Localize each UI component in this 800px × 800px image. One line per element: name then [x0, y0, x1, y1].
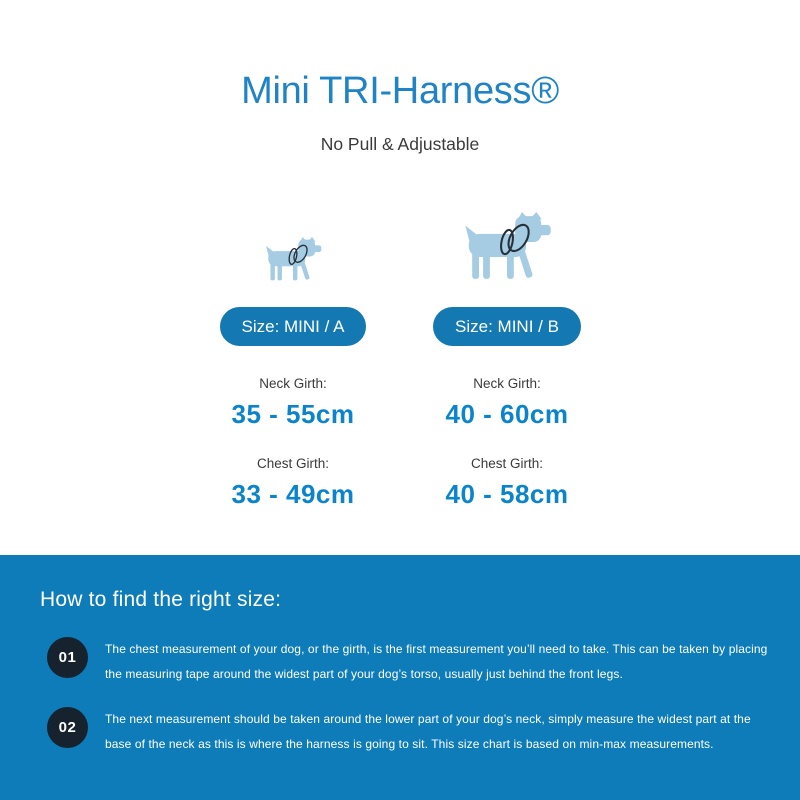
sizing-guide-section [0, 555, 800, 800]
page-title: Mini TRI-Harness® [241, 70, 559, 112]
neck-girth-label-b: Neck Girth: [473, 376, 541, 391]
size-column-mini-b [400, 211, 614, 510]
header [0, 0, 800, 155]
neck-girth-value-a: 35 - 55cm [231, 399, 355, 429]
dog-illustration-small-wrap [262, 211, 324, 283]
chest-girth-value-a: 33 - 49cm [231, 479, 355, 509]
chest-girth-label-a: Chest Girth: [256, 456, 330, 471]
dog-harness-icon-small [262, 237, 324, 283]
size-badge-mini-b: Size: MINI / B [433, 307, 581, 346]
chest-girth-value-b: 40 - 58cm [445, 479, 569, 509]
neck-girth-label-a: Neck Girth: [259, 376, 327, 391]
guide-heading: How to find the right size: [40, 588, 282, 611]
page-subtitle: No Pull & Adjustable [320, 134, 480, 154]
step-2-number-badge: 02 [47, 707, 88, 748]
step-1-number-badge: 01 [47, 637, 88, 678]
guide-step-1 [40, 637, 780, 687]
guide-step-2 [40, 707, 780, 757]
size-badge-mini-a: Size: MINI / A [220, 307, 367, 346]
step-1-text: The chest measurement of your dog, or the girth, is the first measurement you’ll need to take. This can be taken by placing the measuring tape around the widest part of your dog’s torso, usually just behind the front legs. [105, 642, 768, 681]
neck-girth-value-b: 40 - 60cm [445, 399, 569, 429]
chest-girth-label-b: Chest Girth: [470, 456, 544, 471]
step-2-text: The next measurement should be taken around the lower part of your dog’s neck, simply measure the widest part at the base of the neck as this is where the harness is going to sit. This size chart is based on min-max measurements. [105, 712, 751, 751]
size-columns [0, 211, 800, 510]
dog-illustration-large-wrap [459, 211, 555, 283]
dog-harness-icon-large [459, 212, 555, 283]
size-column-mini-a [186, 211, 400, 510]
